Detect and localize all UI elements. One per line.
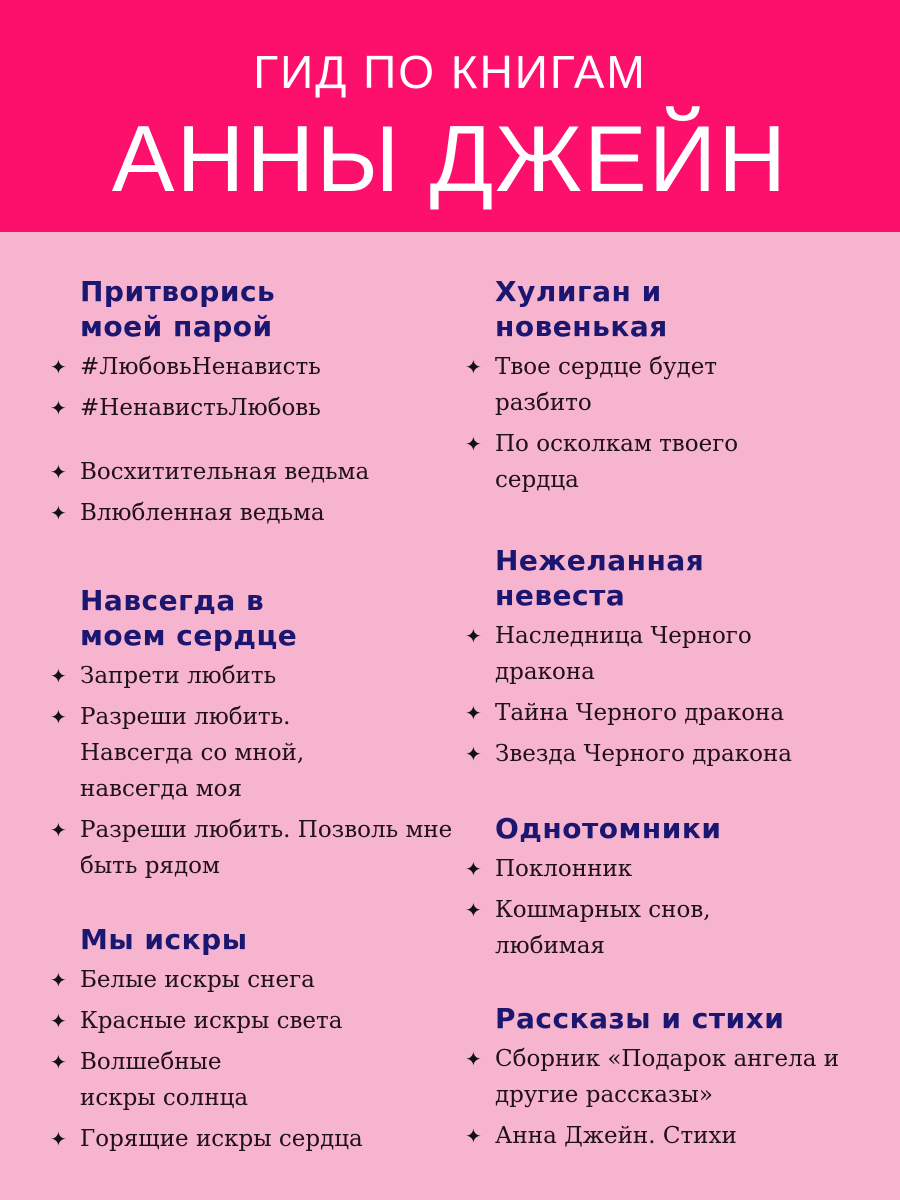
star-bullet-icon: ✦: [50, 1009, 67, 1033]
book-item: [465, 1041, 900, 1113]
book-item: [50, 1044, 300, 1116]
book-item: [465, 851, 875, 887]
series-heading: Хулиган и новенькая: [495, 275, 668, 343]
book-item: [50, 349, 460, 385]
star-bullet-icon: ✦: [50, 501, 67, 525]
star-bullet-icon: ✦: [465, 898, 482, 922]
series-section: [465, 1001, 875, 1159]
book-item: [465, 892, 795, 964]
book-item: [465, 736, 875, 772]
series-section: [50, 922, 460, 1162]
book-item: [50, 1121, 460, 1157]
book-title: Разреши любить. Позволь мне быть рядом: [80, 817, 453, 879]
star-bullet-icon: ✦: [465, 624, 482, 648]
book-item: [465, 1118, 875, 1154]
series-section: [465, 543, 875, 777]
book-item: [465, 618, 825, 690]
series-heading: Рассказы и стихи: [495, 1002, 785, 1035]
book-title: Восхитительная ведьма: [80, 459, 370, 485]
book-title: #НенавистьЛюбовь: [80, 395, 321, 421]
star-bullet-icon: ✦: [465, 857, 482, 881]
book-title: Анна Джейн. Стихи: [495, 1123, 737, 1149]
star-bullet-icon: ✦: [50, 1050, 67, 1074]
book-item: [465, 695, 875, 731]
book-title: По осколкам твоего сердца: [495, 431, 739, 493]
book-title: Влюбленная ведьма: [80, 500, 325, 526]
book-title: Красные искры света: [80, 1008, 343, 1034]
star-bullet-icon: ✦: [50, 396, 67, 420]
book-item: [50, 812, 460, 884]
book-item: [50, 390, 460, 426]
book-title: Сборник «Подарок ангела и другие рассказы»: [495, 1046, 840, 1108]
book-item: [50, 1003, 460, 1039]
series-section: [50, 583, 460, 889]
star-bullet-icon: ✦: [465, 1047, 482, 1071]
book-title: Наследница Черного дракона: [495, 623, 752, 685]
book-item: [50, 699, 340, 807]
book-item: [465, 349, 795, 421]
book-item: [50, 495, 460, 531]
series-heading: Навсегда в моем сердце: [80, 584, 298, 652]
series-section: [50, 274, 460, 536]
star-bullet-icon: ✦: [50, 460, 67, 484]
book-title: Поклонник: [495, 856, 633, 882]
book-title: Кошмарных снов, любимая: [495, 897, 711, 959]
book-title: Волшебные искры солнца: [80, 1049, 249, 1111]
page-title: АННЫ ДЖЕЙН: [111, 106, 789, 211]
book-title: Твое сердце будет разбито: [495, 354, 718, 416]
star-bullet-icon: ✦: [50, 664, 67, 688]
book-title: Белые искры снега: [80, 967, 315, 993]
series-section: [465, 811, 875, 969]
header-banner: [0, 0, 900, 232]
star-bullet-icon: ✦: [50, 968, 67, 992]
book-title: Запрети любить: [80, 663, 277, 689]
book-title: Разреши любить. Навсегда со мной, навсегда моя: [80, 704, 305, 802]
series-heading: Притворись моей парой: [80, 275, 276, 343]
star-bullet-icon: ✦: [465, 432, 482, 456]
star-bullet-icon: ✦: [50, 818, 67, 842]
series-heading: Нежеланная невеста: [495, 544, 705, 612]
star-bullet-icon: ✦: [50, 355, 67, 379]
series-heading: Мы искры: [80, 923, 248, 956]
series-section: [465, 274, 875, 503]
book-title: Звезда Черного дракона: [495, 741, 792, 767]
book-title: #ЛюбовьНенависть: [80, 354, 321, 380]
star-bullet-icon: ✦: [465, 701, 482, 725]
book-item: [50, 658, 460, 694]
book-title: Горящие искры сердца: [80, 1126, 363, 1152]
star-bullet-icon: ✦: [465, 355, 482, 379]
book-item: [50, 962, 460, 998]
book-item: [50, 454, 460, 490]
book-title: Тайна Черного дракона: [495, 700, 785, 726]
subtitle: ГИД ПО КНИГАМ: [253, 46, 647, 98]
series-heading: Однотомники: [495, 812, 722, 845]
star-bullet-icon: ✦: [465, 1124, 482, 1148]
book-item: [465, 426, 815, 498]
star-bullet-icon: ✦: [50, 705, 67, 729]
star-bullet-icon: ✦: [465, 742, 482, 766]
star-bullet-icon: ✦: [50, 1127, 67, 1151]
